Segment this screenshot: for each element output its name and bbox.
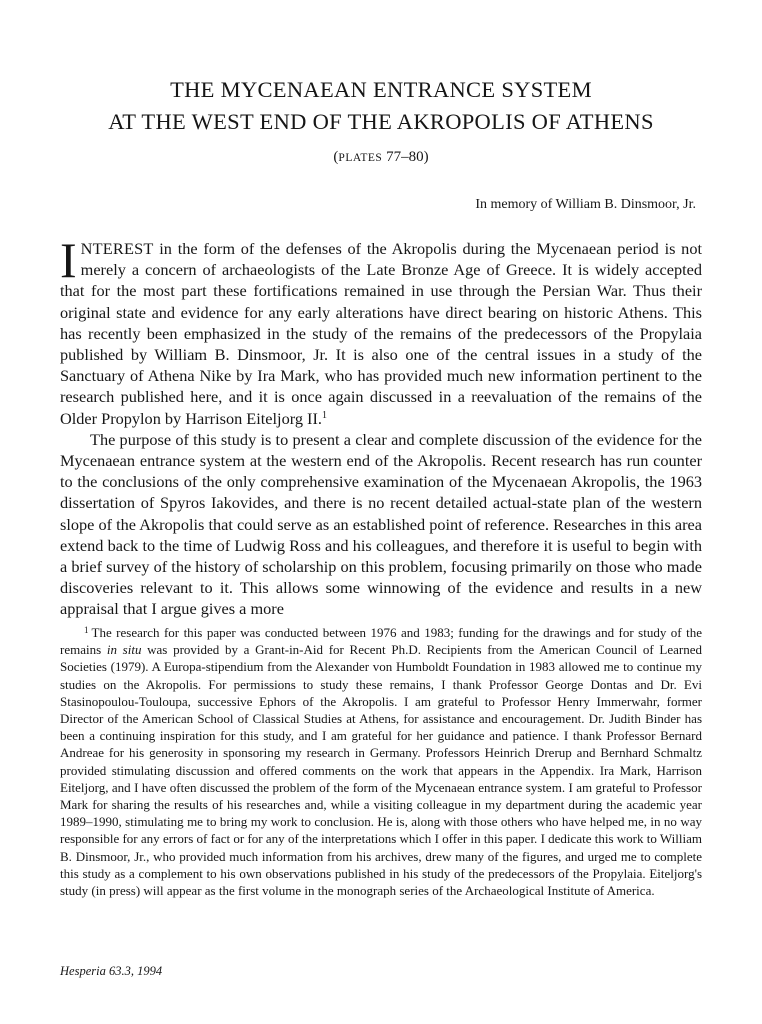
paragraph-1 [60,232,702,429]
plates-reference [40,149,722,166]
footnote-text-start: The research for this paper was conducted between 1976 and 1983; funding for the drawings and for study of the remains [60,625,702,658]
article-title-line-1: THE MYCENAEAN ENTRANCE SYSTEM [170,77,592,102]
first-word: NTEREST [80,239,154,258]
drop-cap: I [60,232,77,288]
plates-label: PLATES [338,152,383,164]
dedication: In memory of William B. Dinsmoor, Jr. [475,197,696,212]
plates-open-paren: ( [333,149,339,165]
plates-range: 77–80) [386,149,429,165]
footnote-1 [60,622,702,899]
article-title-line-2: AT THE WEST END OF THE AKROPOLIS OF ATHENS [108,109,654,134]
footnote-reference-1[interactable]: 1 [321,409,327,421]
main-text [60,232,702,620]
footnote-italic-term: in situ [106,642,142,658]
footnote-number: 1 [84,625,89,635]
footnote-text-rest: was provided by a Grant-in-Aid for Recent Ph.D. Recipients from the American Council of Learned Societies (1979). A Europa-stipendium from the Alexander von Humboldt Foundation in 1983 allowed me to continue my studies on the Akropolis. For permissions to study these remains, I thank Professor George Dontas and Dr. Evi Stasinopoulou-Touloupa, successive Ephors of the Akropolis. I am grateful to Professor Henry Immerwahr, former Director of the American School of Classical Studies at Athens, for assistance and encouragement. Dr. Judith Binder has been a continuing inspiration for this study, and I am grateful for her guidance and patience. I thank Professor Bernard Andreae for his generosity in sponsoring my research in Germany. Professors Heinrich Drerup and Bernhard Schmaltz provided stimulating discussion and offered comments on the work that appears in the Appendix. Ira Mark, Harrison Eiteljorg, and I have often discussed the problem of the form of the Mycenaean entrance system. I am grateful to Professor Mark for sharing the results of his researches and, while a visiting colleague in my department during the academic year 1989–1990, stimulating me to bring my work to conclusion. He is, along with those others who have helped me, in no way responsible for any errors of fact or for any of the interpretations which I offer in this paper. I dedicate this work to William B. Dinsmoor, Jr., who provided much information from his archives, drew many of the figures, and urged me to complete this study as a complement to his own observations published in his study of the predecessors of the Propylaia. Eiteljorg's study (in press) will appear as the first volume in the monograph series of the Archaeological Institute of America. [60,642,702,899]
paragraph-1-text: in the form of the defenses of the Akropolis during the Mycenaean period is not merely a concern of archaeologists of the Late Bronze Age of Greece. It is widely accepted that for the most part these fortifications remained in use through the Persian War. Thus their original state and evidence for any early alterations have direct bearing on historic Athens. This has recently been emphasized in the study of the remains of the predecessors of the Propylaia published by William B. Dinsmoor, Jr. It is also one of the central issues in a study of the Sanctuary of Athena Nike by Ira Mark, who has provided much new information pertinent to the research published here, and it is once again discussed in a reevaluation of the remains of the Older Propylon by Harrison Eiteljorg II. [60,239,702,428]
journal-citation: Hesperia 63.3, 1994 [60,964,163,978]
paragraph-2: The purpose of this study is to present a clear and complete discussion of the evidence for the Mycenaean entrance system at the western end of the Akropolis. Recent research has run counter to the conclusions of the only comprehensive examination of the Mycenaean Akropolis, the 1963 dissertation of Spyros Iakovides, and there is no recent detailed actual-state plan of the western slope of the Akropolis that could serve as an established point of reference. Researches in this area extend back to the time of Ludwig Ross and his colleagues, and therefore it is useful to begin with a brief survey of the history of scholarship on this problem, focusing primarily on those who made discoveries relevant to it. This allows some winnowing of the evidence and results in a new appraisal that I argue gives a more [60,429,702,619]
